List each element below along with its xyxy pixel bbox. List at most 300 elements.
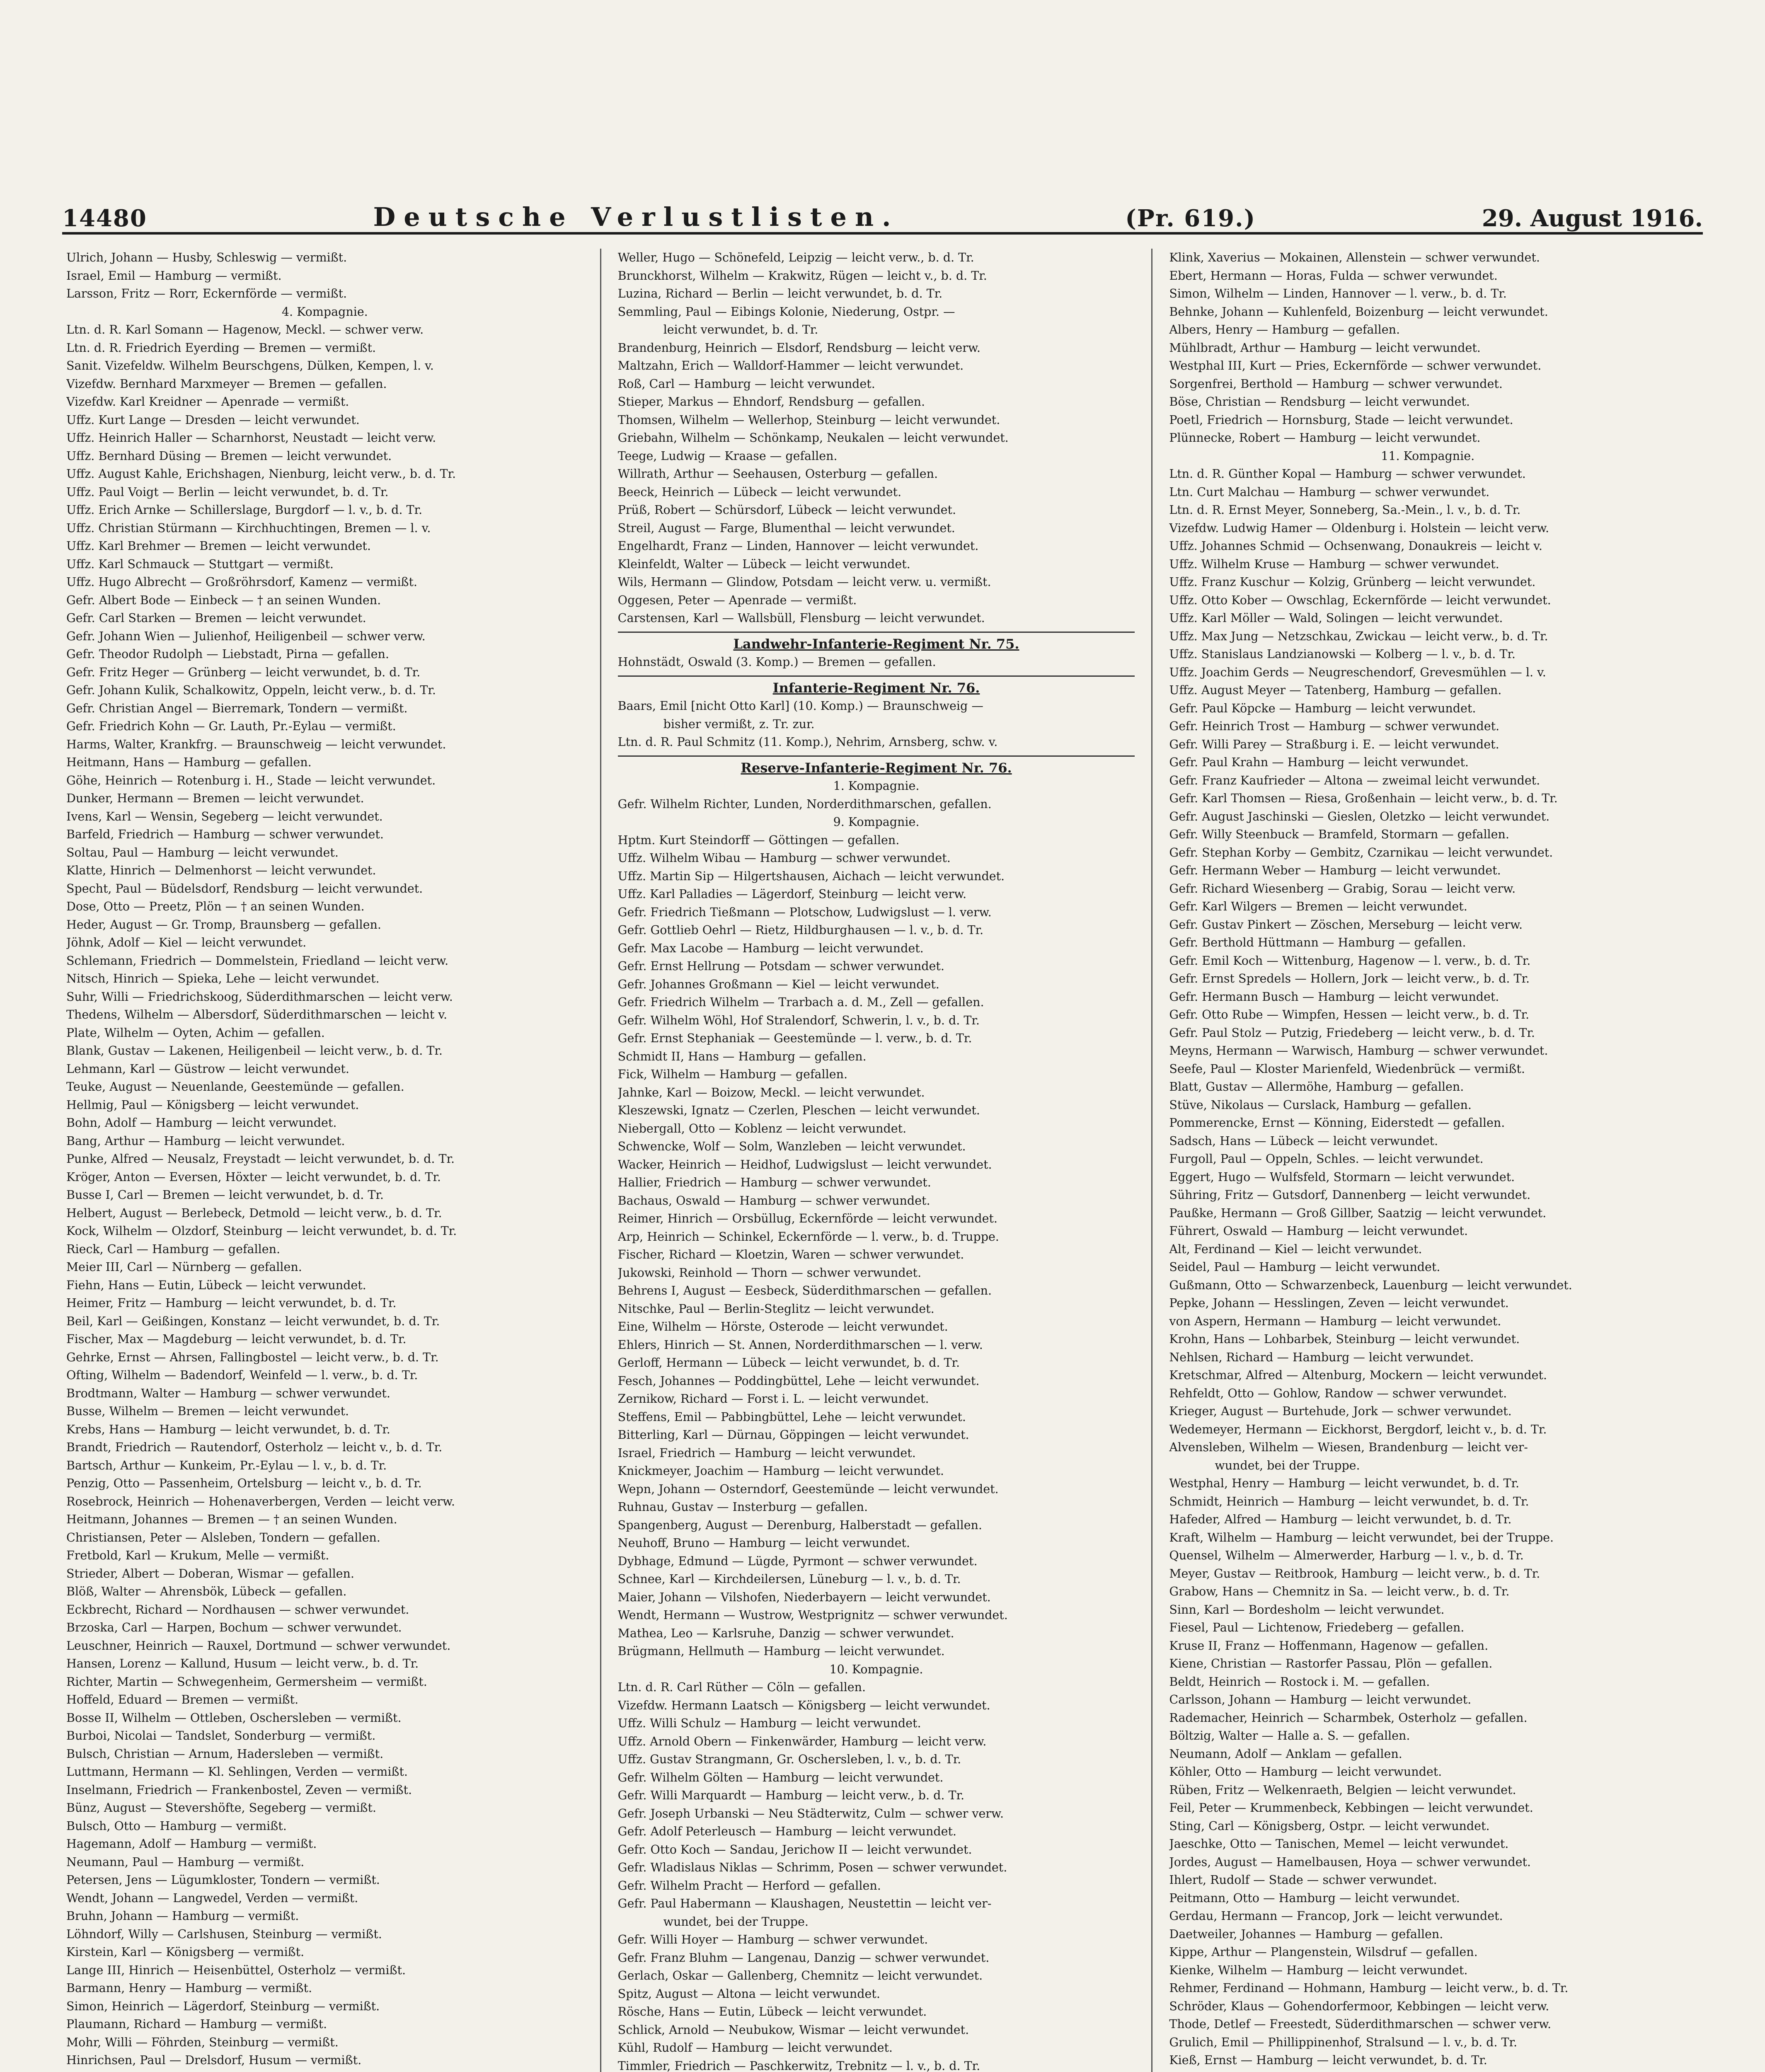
casualty-entry: Rosebrock, Heinrich — Hohenaverbergen, Verden — leicht verw.	[66, 1494, 455, 1508]
column-2	[600, 249, 1152, 2072]
casualty-entry: Jahnke, Karl — Boizow, Meckl. — leicht verwundet.	[617, 1085, 925, 1099]
casualty-entry: Hohnstädt, Oswald (3. Komp.) — Bremen — gefallen.	[617, 655, 936, 669]
casualty-entry: Böltzig, Walter — Halle a. S. — gefallen.	[1169, 1729, 1410, 1743]
casualty-entry: Ulrich, Johann — Husby, Schleswig — vermißt.	[66, 251, 347, 264]
casualty-entry: Wepn, Johann — Osterndorf, Geestemünde — leicht verwundet.	[617, 1482, 999, 1496]
casualty-entry: Seefe, Paul — Kloster Marienfeld, Wiedenbrück — vermißt.	[1169, 1062, 1525, 1076]
casualty-entry: Jordes, August — Hamelbausen, Hoya — schwer verwundet.	[1169, 1855, 1531, 1869]
casualty-entry: Willrath, Arthur — Seehausen, Osterburg — gefallen.	[617, 467, 938, 481]
casualty-entry: Timmler, Friedrich — Paschkerwitz, Trebnitz — l. v., b. d. Tr.	[617, 2059, 981, 2072]
section-heading: 1. Kompagnie.	[833, 779, 920, 793]
casualty-entry	[1169, 2070, 1686, 2072]
casualty-entry: Brodtmann, Walter — Hamburg — schwer verwundet.	[66, 1386, 390, 1400]
casualty-entry: Thode, Detlef — Freestedt, Süderdithmarschen — schwer verw.	[1169, 2017, 1552, 2031]
casualty-entry: Mohr, Willi — Föhrden, Steinburg — vermißt.	[66, 2035, 339, 2049]
casualty-entry: Gefr. Wilhelm Gölten — Hamburg — leicht verwundet.	[617, 1770, 944, 1784]
casualty-entry: Neumann, Paul — Hamburg — vermißt.	[66, 1855, 305, 1869]
casualty-entry: Gefr. Karl Wilgers — Bremen — leicht verwundet.	[1169, 900, 1467, 913]
casualty-entry: Hoffeld, Eduard — Bremen — vermißt.	[66, 1693, 299, 1706]
casualty-entry: Gefr. Stephan Korby — Gembitz, Czarnikau — leicht verwundet.	[1169, 845, 1553, 859]
casualty-entry: Plate, Wilhelm — Oyten, Achim — gefallen.	[66, 1026, 325, 1040]
casualty-entry: Bruhn, Johann — Hamburg — vermißt.	[66, 1909, 299, 1923]
casualty-entry: Eggert, Hugo — Wulfsfeld, Stormarn — leicht verwundet.	[1169, 1170, 1515, 1184]
casualty-entry: Burboi, Nicolai — Tandslet, Sonderburg — vermißt.	[66, 1729, 376, 1743]
casualty-entry: Ihlert, Rudolf — Stade — schwer verwundet.	[1169, 1873, 1437, 1887]
casualty-entry: Hallier, Friedrich — Hamburg — schwer verwundet.	[617, 1176, 931, 1189]
casualty-entry: Petersen, Jens — Lügumkloster, Tondern — vermißt.	[66, 1873, 380, 1887]
casualty-entry: Kühl, Rudolf — Hamburg — leicht verwundet.	[617, 2041, 893, 2055]
casualty-entry: Gefr. Willi Marquardt — Hamburg — leicht verw., b. d. Tr.	[617, 1789, 965, 1802]
casualty-entry: Brügmann, Hellmuth — Hamburg — leicht verwundet.	[617, 1644, 945, 1658]
casualty-entry: Teege, Ludwig — Kraase — gefallen.	[617, 449, 838, 463]
casualty-entry: Beldt, Heinrich — Rostock i. M. — gefallen.	[1169, 1675, 1430, 1689]
casualty-entry: Uffz. Erich Arnke — Schillerslage, Burgdorf — l. v., b. d. Tr.	[66, 503, 423, 517]
casualty-entry: Quensel, Wilhelm — Almerwerder, Harburg — l. v., b. d. Tr.	[1169, 1549, 1524, 1562]
casualty-entry: Sanit. Vizefeldw. Wilhelm Beurschgens, Dülken, Kempen, l. v.	[66, 359, 434, 373]
casualty-entry: Gefr. Carl Starken — Bremen — leicht verwundet.	[66, 611, 366, 625]
casualty-entry: Bulsch, Otto — Hamburg — vermißt.	[66, 1819, 287, 1833]
casualty-entry: Gefr. Ernst Hellrung — Potsdam — schwer verwundet.	[617, 959, 944, 973]
casualty-entry: Hinrichsen, Paul — Drelsdorf, Husum — vermißt.	[66, 2053, 362, 2067]
casualty-entry: Pepke, Johann — Hesslingen, Zeven — leicht verwundet.	[1169, 1296, 1509, 1310]
casualty-entry: Gefr. Otto Koch — Sandau, Jerichow II — leicht verwundet.	[617, 1842, 972, 1857]
casualty-entry: Fiesel, Paul — Lichtenow, Friedeberg — gefallen.	[1169, 1621, 1465, 1634]
casualty-entry: Thomsen, Wilhelm — Wellerhop, Steinburg — leicht verwundet.	[617, 413, 1000, 427]
casualty-entry: Uffz. Joachim Gerds — Neugreschendorf, Grevesmühlen — l. v.	[1169, 665, 1546, 679]
casualty-entry: Strieder, Albert — Doberan, Wismar — gefallen.	[66, 1566, 354, 1581]
casualty-entry: Köhler, Otto — Hamburg — leicht verwundet.	[1169, 1765, 1442, 1779]
casualty-entry: Alt, Ferdinand — Kiel — leicht verwundet.	[1169, 1242, 1422, 1256]
casualty-entry: Gefr. Paul Krahn — Hamburg — leicht verwundet.	[1169, 755, 1469, 769]
casualty-entry: Gefr. Heinrich Trost — Hamburg — schwer verwundet.	[1169, 719, 1500, 733]
casualty-entry: Neumann, Adolf — Anklam — gefallen.	[1169, 1747, 1402, 1761]
casualty-entry: Führert, Oswald — Hamburg — leicht verwundet.	[1169, 1224, 1468, 1238]
casualty-entry: Neuhoff, Bruno — Hamburg — leicht verwundet.	[617, 1536, 910, 1550]
casualty-entry: Schnee, Karl — Kirchdeilersen, Lüneburg — l. v., b. d. Tr.	[617, 1572, 961, 1586]
casualty-entry: Helbert, August — Berlebeck, Detmold — leicht verw., b. d. Tr.	[66, 1206, 442, 1220]
casualty-entry: Ltn. d. R. Carl Rüther — Cöln — gefallen.	[617, 1680, 866, 1694]
casualty-entry: Uffz. Karl Palladies — Lägerdorf, Steinburg — leicht verw.	[617, 887, 967, 901]
casualty-entry: Kröger, Anton — Eversen, Höxter — leicht verwundet, b. d. Tr.	[66, 1170, 441, 1184]
regiment-heading: Landwehr-Infanterie-Regiment Nr. 75.	[618, 632, 1135, 654]
casualty-entry: Spangenberg, August — Derenburg, Halberstadt — gefallen.	[617, 1518, 982, 1532]
casualty-entry: Hansen, Lorenz — Kallund, Husum — leicht verw., b. d. Tr.	[66, 1657, 419, 1670]
casualty-entry: Gefr. Wilhelm Richter, Lunden, Norderdithmarschen, gefallen.	[617, 797, 992, 811]
casualty-entry: Gefr. Johann Kulik, Schalkowitz, Oppeln, leicht verw., b. d. Tr.	[66, 683, 436, 697]
casualty-entry: Punke, Alfred — Neusalz, Freystadt — leicht verwundet, b. d. Tr.	[66, 1152, 455, 1166]
casualty-entry: Kleszewski, Ignatz — Czerlen, Pleschen — leicht verwundet.	[617, 1104, 980, 1117]
casualty-entry: Dose, Otto — Preetz, Plön — † an seinen Wunden.	[66, 900, 365, 913]
casualty-entry: leicht verwundet, b. d. Tr.	[663, 323, 818, 336]
casualty-entry: Engelhardt, Franz — Linden, Hannover — leicht verwundet.	[617, 539, 979, 553]
casualty-entry: Gefr. Paul Stolz — Putzig, Friedeberg — leicht verw., b. d. Tr.	[1169, 1026, 1535, 1040]
casualty-entry: Heder, August — Gr. Tromp, Braunsberg — gefallen.	[66, 917, 381, 932]
casualty-entry: Wacker, Heinrich — Heidhof, Ludwigslust — leicht verwundet.	[617, 1157, 992, 1172]
casualty-entry: Maltzahn, Erich — Walldorf-Hammer — leicht verwundet.	[617, 359, 964, 373]
casualty-entry: Israel, Emil — Hamburg — vermißt.	[66, 269, 282, 283]
section-heading: 4. Kompagnie.	[281, 305, 368, 319]
casualty-entry: Dunker, Hermann — Bremen — leicht verwundet.	[66, 792, 364, 805]
casualty-entry: Brandt, Friedrich — Rautendorf, Osterholz — leicht v., b. d. Tr.	[66, 1440, 443, 1454]
casualty-entry: Gefr. Johannes Großmann — Kiel — leicht verwundet.	[617, 977, 939, 991]
casualty-entry: Gerloff, Hermann — Lübeck — leicht verwundet, b. d. Tr.	[617, 1356, 960, 1370]
casualty-entry: Luttmann, Hermann — Kl. Sehlingen, Verden — vermißt.	[66, 1765, 408, 1779]
casualty-entry: Albers, Henry — Hamburg — gefallen.	[1169, 323, 1400, 336]
casualty-entry: Poetl, Friedrich — Hornsburg, Stade — leicht verwundet.	[1169, 413, 1513, 427]
casualty-entry: Uffz. August Kahle, Erichshagen, Nienburg, leicht verw., b. d. Tr.	[66, 467, 456, 481]
casualty-entry: Zernikow, Richard — Forst i. L. — leicht verwundet.	[617, 1392, 929, 1406]
casualty-entry: wundet, bei der Truppe.	[663, 1915, 809, 1929]
page-number: 14480	[62, 205, 147, 232]
casualty-entry: Leuschner, Heinrich — Rauxel, Dortmund — schwer verwundet.	[66, 1639, 451, 1653]
regiment-heading: Infanterie-Regiment Nr. 76.	[618, 675, 1135, 697]
casualty-entry: Fretbold, Karl — Krukum, Melle — vermißt.	[66, 1549, 329, 1562]
casualty-entry: Larsson, Fritz — Rorr, Eckernförde — vermißt.	[66, 287, 347, 300]
casualty-entry: von Aspern, Hermann — Hamburg — leicht verwundet.	[1169, 1314, 1501, 1328]
casualty-entry: Baars, Emil [nicht Otto Karl] (10. Komp.) — Braunschweig —	[617, 699, 983, 713]
casualty-entry: Gefr. Albert Bode — Einbeck — † an seinen Wunden.	[66, 593, 381, 607]
casualty-entry: Krieger, August — Burtehude, Jork — schwer verwundet.	[1169, 1404, 1512, 1418]
casualty-entry: Gefr. Willi Hoyer — Hamburg — schwer verwundet.	[617, 1933, 928, 1946]
casualty-entry: Ofting, Wilhelm — Badendorf, Weinfeld — l. verw., b. d. Tr.	[66, 1368, 418, 1382]
casualty-entry: Niebergall, Otto — Koblenz — leicht verwundet.	[617, 1121, 907, 1135]
casualty-entry: Gefr. Wilhelm Pracht — Herford — gefallen.	[617, 1878, 881, 1893]
casualty-entry: Grabow, Hans — Chemnitz in Sa. — leicht verw., b. d. Tr.	[1169, 1585, 1510, 1598]
casualty-entry: Uffz. Christian Stürmann — Kirchhuchtingen, Bremen — l. v.	[66, 521, 431, 535]
casualty-entry: Gefr. Willy Steenbuck — Bramfeld, Stormarn — gefallen.	[1169, 828, 1509, 841]
casualty-entry: Gefr. Emil Koch — Wittenburg, Hagenow — l. verw., b. d. Tr.	[1169, 954, 1531, 968]
casualty-entry: Gefr. Richard Wiesenberg — Grabig, Sorau — leicht verw.	[1169, 881, 1516, 896]
casualty-entry: Bünz, August — Stevershöfte, Segeberg — vermißt.	[66, 1801, 376, 1815]
casualty-entry: Uffz. Johannes Schmid — Ochsenwang, Donaukreis — leicht v.	[1169, 539, 1542, 553]
casualty-entry: Rüben, Fritz — Welkenraeth, Belgien — leicht verwundet.	[1169, 1783, 1516, 1797]
casualty-entry: Hellmig, Paul — Königsberg — leicht verwundet.	[66, 1098, 359, 1112]
casualty-entry: Blöß, Walter — Ahrensbök, Lübeck — gefallen.	[66, 1585, 347, 1598]
casualty-entry: Gefr. Hermann Weber — Hamburg — leicht verwundet.	[1169, 864, 1501, 877]
casualty-entry: Simon, Wilhelm — Linden, Hannover — l. verw., b. d. Tr.	[1169, 287, 1507, 300]
casualty-entry: Schröder, Klaus — Gohendorfermoor, Kebbingen — leicht verw.	[1169, 1999, 1550, 2013]
casualty-entry: Sting, Carl — Königsberg, Ostpr. — leicht verwundet.	[1169, 1819, 1490, 1833]
casualty-entry: Gerdau, Hermann — Francop, Jork — leicht verwundet.	[1169, 1909, 1503, 1923]
casualty-entry: Gefr. Theodor Rudolph — Liebstadt, Pirna — gefallen.	[66, 647, 389, 661]
casualty-entry: Grulich, Emil — Phillippinenhof, Stralsund — l. v., b. d. Tr.	[1169, 2035, 1518, 2049]
casualty-entry: Wendt, Hermann — Wustrow, Westprignitz — schwer verwundet.	[617, 1608, 1008, 1622]
casualty-entry: Nehlsen, Richard — Hamburg — leicht verwundet.	[1169, 1350, 1474, 1364]
casualty-entry: Fischer, Richard — Kloetzin, Waren — schwer verwundet.	[617, 1248, 964, 1261]
casualty-entry: Behnke, Johann — Kuhlenfeld, Boizenburg — leicht verwundet.	[1169, 305, 1548, 319]
casualty-entry: Paußke, Hermann — Groß Gillber, Saatzig — leicht verwundet.	[1169, 1206, 1547, 1220]
casualty-entry: Vizefdw. Hermann Laatsch — Königsberg — leicht verwundet.	[617, 1698, 990, 1712]
casualty-entry: Plaumann, Richard — Hamburg — vermißt.	[66, 2017, 327, 2031]
casualty-entry: Gefr. Franz Kaufrieder — Altona — zweimal leicht verwundet.	[1169, 773, 1540, 787]
casualty-entry: Ivens, Karl — Wensin, Segeberg — leicht verwundet.	[66, 809, 383, 823]
column-1	[62, 249, 600, 2072]
casualty-entry: Uffz. Gustav Strangmann, Gr. Oschersleben, l. v., b. d. Tr.	[617, 1752, 961, 1766]
casualty-entry: Pommerencke, Ernst — Könning, Eiderstedt — gefallen.	[1169, 1116, 1505, 1130]
casualty-entry: Schlemann, Friedrich — Dommelstein, Friedland — leicht verw.	[66, 954, 449, 968]
column-3	[1151, 249, 1703, 2072]
casualty-entry: Thedens, Wilhelm — Albersdorf, Süderdithmarschen — leicht v.	[66, 1008, 448, 1021]
casualty-entry: Beil, Karl — Geißingen, Konstanz — leicht verwundet, b. d. Tr.	[66, 1314, 440, 1328]
casualty-entry: Rösche, Hans — Eutin, Lübeck — leicht verwundet.	[617, 2005, 927, 2019]
casualty-entry: Gefr. Friedrich Tießmann — Plotschow, Ludwigslust — l. verw.	[617, 905, 992, 919]
casualty-entry: Uffz. Heinrich Haller — Scharnhorst, Neustadt — leicht verw.	[66, 431, 436, 445]
casualty-entry: Gefr. Adolf Peterleusch — Hamburg — leicht verwundet.	[617, 1825, 956, 1838]
casualty-entry: Kirstein, Karl — Königsberg — vermißt.	[66, 1945, 305, 1959]
casualty-entry: Uffz. Wilhelm Kruse — Hamburg — schwer verwundet.	[1169, 557, 1499, 571]
casualty-entry: Ltn. d. R. Günther Kopal — Hamburg — schwer verwundet.	[1169, 467, 1526, 481]
casualty-entry: Inselmann, Friedrich — Frankenbostel, Zeven — vermißt.	[66, 1783, 412, 1797]
casualty-entry: Jöhnk, Adolf — Kiel — leicht verwundet.	[66, 936, 307, 949]
section-heading: 10. Kompagnie.	[829, 1662, 923, 1676]
section-heading: 11. Kompagnie.	[1381, 449, 1475, 463]
casualty-entry: Israel, Friedrich — Hamburg — leicht verwundet.	[617, 1446, 916, 1460]
casualty-entry: Gefr. Fritz Heger — Grünberg — leicht verwundet, b. d. Tr.	[66, 665, 421, 679]
casualty-entry: Ltn. d. R. Karl Somann — Hagenow, Meckl. — schwer verw.	[66, 323, 424, 336]
casualty-entry: Rehfeldt, Otto — Gohlow, Randow — schwer verwundet.	[1169, 1386, 1507, 1400]
casualty-entry: Wendt, Johann — Langwedel, Verden — vermißt.	[66, 1891, 358, 1905]
casualty-entry: Kiene, Christian — Rastorfer Passau, Plön — gefallen.	[1169, 1657, 1493, 1670]
casualty-entry: Uffz. Stanislaus Landzianowski — Kolberg — l. v., b. d. Tr.	[1169, 647, 1516, 661]
casualty-entry: Hptm. Kurt Steindorff — Göttingen — gefallen.	[617, 833, 900, 847]
casualty-entry: Gefr. Otto Rube — Wimpfen, Hessen — leicht verw., b. d. Tr.	[1169, 1008, 1530, 1021]
casualty-entry: Suhr, Willi — Friedrichskoog, Süderdithmarschen — leicht verw.	[66, 990, 453, 1004]
casualty-entry: Heitmann, Hans — Hamburg — gefallen.	[66, 755, 312, 769]
casualty-entry: Steffens, Emil — Pabbingbüttel, Lehe — leicht verwundet.	[617, 1410, 966, 1424]
casualty-entry: Bartsch, Arthur — Kunkeim, Pr.-Eylau — l. v., b. d. Tr.	[66, 1458, 387, 1472]
casualty-entry: Teuke, August — Neuenlande, Geestemünde — gefallen.	[66, 1080, 404, 1094]
casualty-entry: Gefr. Johann Wien — Julienhof, Heiligenbeil — schwer verw.	[66, 629, 426, 643]
casualty-entry: Uffz. Hugo Albrecht — Großröhrsdorf, Kamenz — vermißt.	[66, 575, 417, 589]
casualty-entry: Semmling, Paul — Eibings Kolonie, Niederung, Ostpr. —	[617, 305, 955, 319]
casualty-entry: Mühlbradt, Arthur — Hamburg — leicht verwundet.	[1169, 341, 1481, 355]
casualty-entry: Barmann, Henry — Hamburg — vermißt.	[66, 1981, 312, 1995]
casualty-entry: Arp, Heinrich — Schinkel, Eckernförde — l. verw., b. d. Truppe.	[617, 1230, 999, 1244]
casualty-entry: Furgoll, Paul — Oppeln, Schles. — leicht verwundet.	[1169, 1152, 1484, 1166]
casualty-entry: Göhe, Heinrich — Rotenburg i. H., Stade — leicht verwundet.	[66, 773, 436, 787]
regiment-heading: Reserve-Infanterie-Regiment Nr. 76.	[618, 755, 1135, 777]
casualty-entry: Westphal III, Kurt — Pries, Eckernförde — schwer verwundet.	[1169, 359, 1542, 373]
casualty-entry: Gefr. Paul Köpcke — Hamburg — leicht verwundet.	[1169, 701, 1476, 715]
casualty-entry: Streil, August — Farge, Blumenthal — leicht verwundet.	[617, 521, 955, 535]
casualty-entry: Specht, Paul — Büdelsdorf, Rendsburg — leicht verwundet.	[66, 881, 423, 896]
casualty-entry: Heimer, Fritz — Hamburg — leicht verwundet, b. d. Tr.	[66, 1296, 397, 1310]
casualty-entry: Kippe, Arthur — Plangenstein, Wilsdruf — gefallen.	[1169, 1945, 1478, 1959]
casualty-entry: Eine, Wilhelm — Hörste, Osterode — leicht verwundet.	[617, 1320, 948, 1334]
casualty-entry: Hagemann, Adolf — Hamburg — vermißt.	[66, 1837, 317, 1851]
casualty-entry: Gerlach, Oskar — Gallenberg, Chemnitz — leicht verwundet.	[617, 1969, 983, 1982]
casualty-entry: Kraft, Wilhelm — Hamburg — leicht verwundet, bei der Truppe.	[1169, 1530, 1554, 1544]
issue-number: (Pr. 619.)	[1125, 205, 1256, 232]
casualty-entry: Uffz. Franz Kuschur — Kolzig, Grünberg — leicht verwundet.	[1169, 575, 1536, 589]
casualty-entry: Carlsson, Johann — Hamburg — leicht verwundet.	[1169, 1693, 1472, 1706]
casualty-entry: Bosse II, Wilhelm — Ottleben, Oschersleben — vermißt.	[66, 1711, 402, 1725]
casualty-entry: Ltn. d. R. Ernst Meyer, Sonneberg, Sa.-Mein., l. v., b. d. Tr.	[1169, 503, 1521, 517]
casualty-entry: Gefr. Karl Thomsen — Riesa, Großenhain — leicht verw., b. d. Tr.	[1169, 792, 1558, 805]
casualty-entry: Wedemeyer, Hermann — Eickhorst, Bergdorf, leicht v., b. d. Tr.	[1169, 1422, 1547, 1436]
casualty-entry: Gefr. Willi Parey — Straßburg i. E. — leicht verwundet.	[1169, 737, 1499, 751]
casualty-entry: Gefr. Friedrich Wilhelm — Trarbach a. d. M., Zell — gefallen.	[617, 995, 984, 1009]
casualty-entry: Fiehn, Hans — Eutin, Lübeck — leicht verwundet.	[66, 1278, 366, 1292]
casualty-entry: Harms, Walter, Krankfrg. — Braunschweig — leicht verwundet.	[66, 737, 446, 751]
casualty-entry: Jaeschke, Otto — Tanischen, Memel — leicht verwundet.	[1169, 1837, 1509, 1851]
casualty-entry: Bachaus, Oswald — Hamburg — schwer verwundet.	[617, 1193, 930, 1208]
casualty-entry: Vizefdw. Ludwig Hamer — Oldenburg i. Holstein — leicht verw.	[1169, 521, 1550, 535]
casualty-entry: Alvensleben, Wilhelm — Wiesen, Brandenburg — leicht ver-	[1169, 1440, 1528, 1454]
casualty-entry: Heitmann, Johannes — Bremen — † an seinen Wunden.	[66, 1513, 397, 1526]
casualty-entry: Gefr. Christian Angel — Bierremark, Tondern — vermißt.	[66, 701, 408, 715]
casualty-entry: Gefr. Hermann Busch — Hamburg — leicht verwundet.	[1169, 990, 1499, 1004]
casualty-entry: Böse, Christian — Rendsburg — leicht verwundet.	[1169, 395, 1470, 409]
publication-title: Deutsche Verlustlisten.	[373, 202, 899, 232]
casualty-entry: Schwencke, Wolf — Solm, Wanzleben — leicht verwundet.	[617, 1140, 966, 1153]
casualty-entry: Meyer, Gustav — Reitbrook, Hamburg — leicht verw., b. d. Tr.	[1169, 1566, 1540, 1581]
casualty-entry: Krohn, Hans — Lohbarbek, Steinburg — leicht verwundet.	[1169, 1332, 1520, 1346]
casualty-entry: Uffz. Arnold Obern — Finkenwärder, Hamburg — leicht verw.	[617, 1734, 987, 1748]
casualty-entry: Maier, Johann — Vilshofen, Niederbayern — leicht verwundet.	[617, 1590, 991, 1604]
casualty-entry: Uffz. Wilhelm Wibau — Hamburg — schwer verwundet.	[617, 851, 951, 865]
casualty-entry: Ebert, Hermann — Horas, Fulda — schwer verwundet.	[1169, 269, 1498, 283]
casualty-entry: Mathea, Leo — Karlsruhe, Danzig — schwer verwundet.	[617, 1626, 954, 1640]
casualty-entry: Roß, Carl — Hamburg — leicht verwundet.	[617, 377, 875, 391]
casualty-entry: Uffz. Max Jung — Netzschkau, Zwickau — leicht verw., b. d. Tr.	[1169, 629, 1548, 643]
casualty-entry: Ltn. Curt Malchau — Hamburg — schwer verwundet.	[1169, 485, 1490, 499]
casualty-entry: Blank, Gustav — Lakenen, Heiligenbeil — leicht verw., b. d. Tr.	[66, 1044, 443, 1058]
casualty-entry: Gefr. Ernst Spredels — Hollern, Jork — leicht verw., b. d. Tr.	[1169, 972, 1530, 985]
casualty-entry: Uffz. Karl Schmauck — Stuttgart — vermißt.	[66, 557, 334, 571]
casualty-entry: Gefr. Franz Bluhm — Langenau, Danzig — schwer verwundet.	[617, 1951, 990, 1965]
casualty-entry: Gefr. August Jaschinski — Gieslen, Oletzko — leicht verwundet.	[1169, 809, 1550, 823]
casualty-entry: Feil, Peter — Krummenbeck, Kebbingen — leicht verwundet.	[1169, 1801, 1533, 1815]
columns	[62, 249, 1703, 2072]
casualty-entry: Stieper, Markus — Ehndorf, Rendsburg — gefallen.	[617, 395, 925, 409]
casualty-entry: Richter, Martin — Schwegenheim, Germersheim — vermißt.	[66, 1675, 427, 1689]
casualty-entry: Uffz. Willi Schulz — Hamburg — leicht verwundet.	[617, 1716, 921, 1730]
casualty-entry: Schlick, Arnold — Neubukow, Wismar — leicht verwundet.	[617, 2023, 969, 2037]
casualty-entry: Nitschke, Paul — Berlin-Steglitz — leicht verwundet.	[617, 1302, 935, 1316]
casualty-entry: Uffz. Karl Brehmer — Bremen — leicht verwundet.	[66, 539, 371, 553]
casualty-entry: Kock, Wilhelm — Olzdorf, Steinburg — leicht verwundet, b. d. Tr.	[66, 1224, 457, 1238]
casualty-entry: bisher vermißt, z. Tr. zur.	[663, 717, 815, 731]
casualty-entry: Uffz. Martin Sip — Hilgertshausen, Aichach — leicht verwundet.	[617, 869, 1005, 883]
casualty-entry: Gefr. Paul Habermann — Klaushagen, Neustettin — leicht ver-	[617, 1897, 992, 1910]
casualty-entry: Simon, Heinrich — Lägerdorf, Steinburg — vermißt.	[66, 1999, 380, 2013]
casualty-entry: Blatt, Gustav — Allermöhe, Hamburg — gefallen.	[1169, 1080, 1464, 1094]
casualty-entry: Ehlers, Hinrich — St. Annen, Norderdithmarschen — l. verw.	[617, 1338, 983, 1352]
casualty-entry: Kleinfeldt, Walter — Lübeck — leicht verwundet.	[617, 557, 910, 571]
casualty-entry: Reimer, Hinrich — Orsbüllug, Eckernförde — leicht verwundet.	[617, 1212, 998, 1225]
casualty-entry: Uffz. Paul Voigt — Berlin — leicht verwundet, b. d. Tr.	[66, 485, 389, 499]
casualty-entry: Gehrke, Ernst — Ahrsen, Fallingbostel — leicht verw., b. d. Tr.	[66, 1350, 439, 1364]
casualty-entry: Weller, Hugo — Schönefeld, Leipzig — leicht verw., b. d. Tr.	[617, 251, 974, 264]
casualty-entry: Peitmann, Otto — Hamburg — leicht verwundet.	[1169, 1891, 1460, 1905]
casualty-entry: Dybhage, Edmund — Lügde, Pyrmont — schwer verwundet.	[617, 1554, 978, 1568]
casualty-entry: Meyns, Hermann — Warwisch, Hamburg — schwer verwundet.	[1169, 1044, 1548, 1058]
casualty-entry: Ltn. d. R. Friedrich Eyerding — Bremen — vermißt.	[66, 341, 376, 355]
casualty-entry: Meier III, Carl — Nürnberg — gefallen.	[66, 1260, 302, 1274]
page-header	[62, 193, 1703, 235]
casualty-entry: Nitsch, Hinrich — Spieka, Lehe — leicht verwundet.	[66, 972, 380, 985]
casualty-entry: Sadsch, Hans — Lübeck — leicht verwundet.	[1169, 1134, 1438, 1148]
casualty-entry: Gefr. Berthold Hüttmann — Hamburg — gefallen.	[1169, 936, 1466, 949]
casualty-entry: Ltn. d. R. Paul Schmitz (11. Komp.), Nehrim, Arnsberg, schw. v.	[617, 735, 998, 749]
section-heading: 9. Kompagnie.	[833, 815, 920, 829]
casualty-entry: Jukowski, Reinhold — Thorn — schwer verwundet.	[617, 1266, 922, 1280]
casualty-entry: Eckbrecht, Richard — Nordhausen — schwer verwundet.	[66, 1602, 409, 1617]
casualty-entry: Lange III, Hinrich — Heisenbüttel, Osterholz — vermißt.	[66, 1963, 406, 1977]
casualty-entry: Gefr. Gottlieb Oehrl — Rietz, Hildburghausen — l. v., b. d. Tr.	[617, 923, 984, 937]
casualty-entry: Vizefdw. Karl Kreidner — Apenrade — vermißt.	[66, 395, 349, 409]
casualty-entry: Klink, Xaverius — Mokainen, Allenstein — schwer verwundet.	[1169, 251, 1540, 264]
casualty-entry: Kruse II, Franz — Hoffenmann, Hagenow — gefallen.	[1169, 1639, 1489, 1653]
casualty-entry: Daetweiler, Johannes — Hamburg — gefallen.	[1169, 1927, 1443, 1941]
casualty-entry: Kieß, Ernst — Hamburg — leicht verwundet, b. d. Tr.	[1169, 2053, 1487, 2067]
casualty-entry: Soltau, Paul — Hamburg — leicht verwundet.	[66, 845, 339, 859]
casualty-entry: Sinn, Karl — Bordesholm — leicht verwundet.	[1169, 1602, 1445, 1617]
casualty-entry: Bang, Arthur — Hamburg — leicht verwundet.	[66, 1134, 345, 1148]
casualty-entry: Schmidt II, Hans — Hamburg — gefallen.	[617, 1049, 867, 1063]
casualty-entry: Löhndorf, Willy — Carlshusen, Steinburg — vermißt.	[66, 1927, 382, 1941]
casualty-entry: Carstensen, Karl — Wallsbüll, Flensburg — leicht verwundet.	[617, 611, 985, 625]
casualty-entry: Knickmeyer, Joachim — Hamburg — leicht verwundet.	[617, 1464, 944, 1478]
casualty-entry: Uffz. Bernhard Düsing — Bremen — leicht verwundet.	[66, 449, 392, 463]
casualty-entry: Busse, Wilhelm — Bremen — leicht verwundet.	[66, 1404, 349, 1418]
casualty-entry: Uffz. Kurt Lange — Dresden — leicht verwundet.	[66, 413, 360, 427]
casualty-entry: Kienke, Wilhelm — Hamburg — leicht verwundet.	[1169, 1963, 1468, 1977]
casualty-entry: Bohn, Adolf — Hamburg — leicht verwundet.	[66, 1116, 337, 1130]
casualty-entry: Brandenburg, Heinrich — Elsdorf, Rendsburg — leicht verw.	[617, 341, 981, 355]
casualty-entry: Lehmann, Karl — Güstrow — leicht verwundet.	[66, 1062, 349, 1076]
casualty-entry: Bulsch, Christian — Arnum, Hadersleben — vermißt.	[66, 1747, 384, 1761]
casualty-entry: Bitterling, Karl — Dürnau, Göppingen — leicht verwundet.	[617, 1428, 969, 1442]
casualty-entry: Hafeder, Alfred — Hamburg — leicht verwundet, b. d. Tr.	[1169, 1513, 1512, 1526]
casualty-entry: Uffz. August Meyer — Tatenberg, Hamburg — gefallen.	[1169, 683, 1502, 697]
casualty-entry: Sühring, Fritz — Gutsdorf, Dannenberg — leicht verwundet.	[1169, 1188, 1531, 1202]
casualty-entry: Barfeld, Friedrich — Hamburg — schwer verwundet.	[66, 828, 384, 841]
casualty-entry: Rademacher, Heinrich — Scharmbek, Osterholz — gefallen.	[1169, 1711, 1528, 1725]
casualty-entry: Kretschmar, Alfred — Altenburg, Mockern — leicht verwundet.	[1169, 1368, 1547, 1382]
casualty-entry: Gefr. Gustav Pinkert — Zöschen, Merseburg — leicht verw.	[1169, 917, 1523, 932]
casualty-entry: Gefr. Ernst Stephaniak — Geestemünde — l. verw., b. d. Tr.	[617, 1031, 972, 1045]
casualty-entry: Uffz. Karl Möller — Wald, Solingen — leicht verwundet.	[1169, 611, 1503, 625]
casualty-entry: Vizefdw. Bernhard Marxmeyer — Bremen — gefallen.	[66, 377, 387, 391]
issue-date: 29. August 1916.	[1482, 205, 1703, 232]
casualty-entry: Brzoska, Carl — Harpen, Bochum — schwer verwundet.	[66, 1621, 402, 1634]
casualty-entry: wundet, bei der Truppe.	[1215, 1458, 1360, 1472]
casualty-entry: Gefr. Wladislaus Niklas — Schrimm, Posen — schwer verwundet.	[617, 1861, 1007, 1874]
casualty-entry: Rieck, Carl — Hamburg — gefallen.	[66, 1242, 281, 1256]
casualty-entry: Penzig, Otto — Passenheim, Ortelsburg — leicht v., b. d. Tr.	[66, 1477, 422, 1490]
casualty-entry: Oggesen, Peter — Apenrade — vermißt.	[617, 593, 857, 607]
casualty-entry: Wils, Hermann — Glindow, Potsdam — leicht verw. u. vermißt.	[617, 575, 991, 589]
casualty-entry	[66, 2070, 583, 2072]
casualty-entry: Fischer, Max — Magdeburg — leicht verwundet, b. d. Tr.	[66, 1332, 407, 1346]
casualty-entry: Christiansen, Peter — Alsleben, Tondern — gefallen.	[66, 1530, 380, 1544]
casualty-entry: Plünnecke, Robert — Hamburg — leicht verwundet.	[1169, 431, 1481, 445]
casualty-entry: Fick, Wilhelm — Hamburg — gefallen.	[617, 1067, 848, 1081]
casualty-entry: Brunckhorst, Wilhelm — Krakwitz, Rügen — leicht v., b. d. Tr.	[617, 269, 987, 283]
casualty-entry: Beeck, Heinrich — Lübeck — leicht verwundet.	[617, 485, 902, 499]
casualty-entry: Gefr. Max Lacobe — Hamburg — leicht verwundet.	[617, 941, 924, 955]
casualty-entry: Busse I, Carl — Bremen — leicht verwundet, b. d. Tr.	[66, 1188, 384, 1202]
casualty-entry: Rehmer, Ferdinand — Hohmann, Hamburg — leicht verw., b. d. Tr.	[1169, 1981, 1569, 1995]
casualty-entry: Stüve, Nikolaus — Curslack, Hamburg — gefallen.	[1169, 1098, 1472, 1112]
casualty-entry: Spitz, August — Altona — leicht verwundet.	[617, 1987, 880, 2001]
casualty-entry: Griebahn, Wilhelm — Schönkamp, Neukalen — leicht verwundet.	[617, 431, 1009, 445]
casualty-entry: Gefr. Wilhelm Wöhl, Hof Stralendorf, Schwerin, l. v., b. d. Tr.	[617, 1013, 980, 1027]
casualty-entry: Gefr. Joseph Urbanski — Neu Städterwitz, Culm — schwer verw.	[617, 1806, 1004, 1820]
casualty-entry: Klatte, Hinrich — Delmenhorst — leicht verwundet.	[66, 864, 376, 877]
